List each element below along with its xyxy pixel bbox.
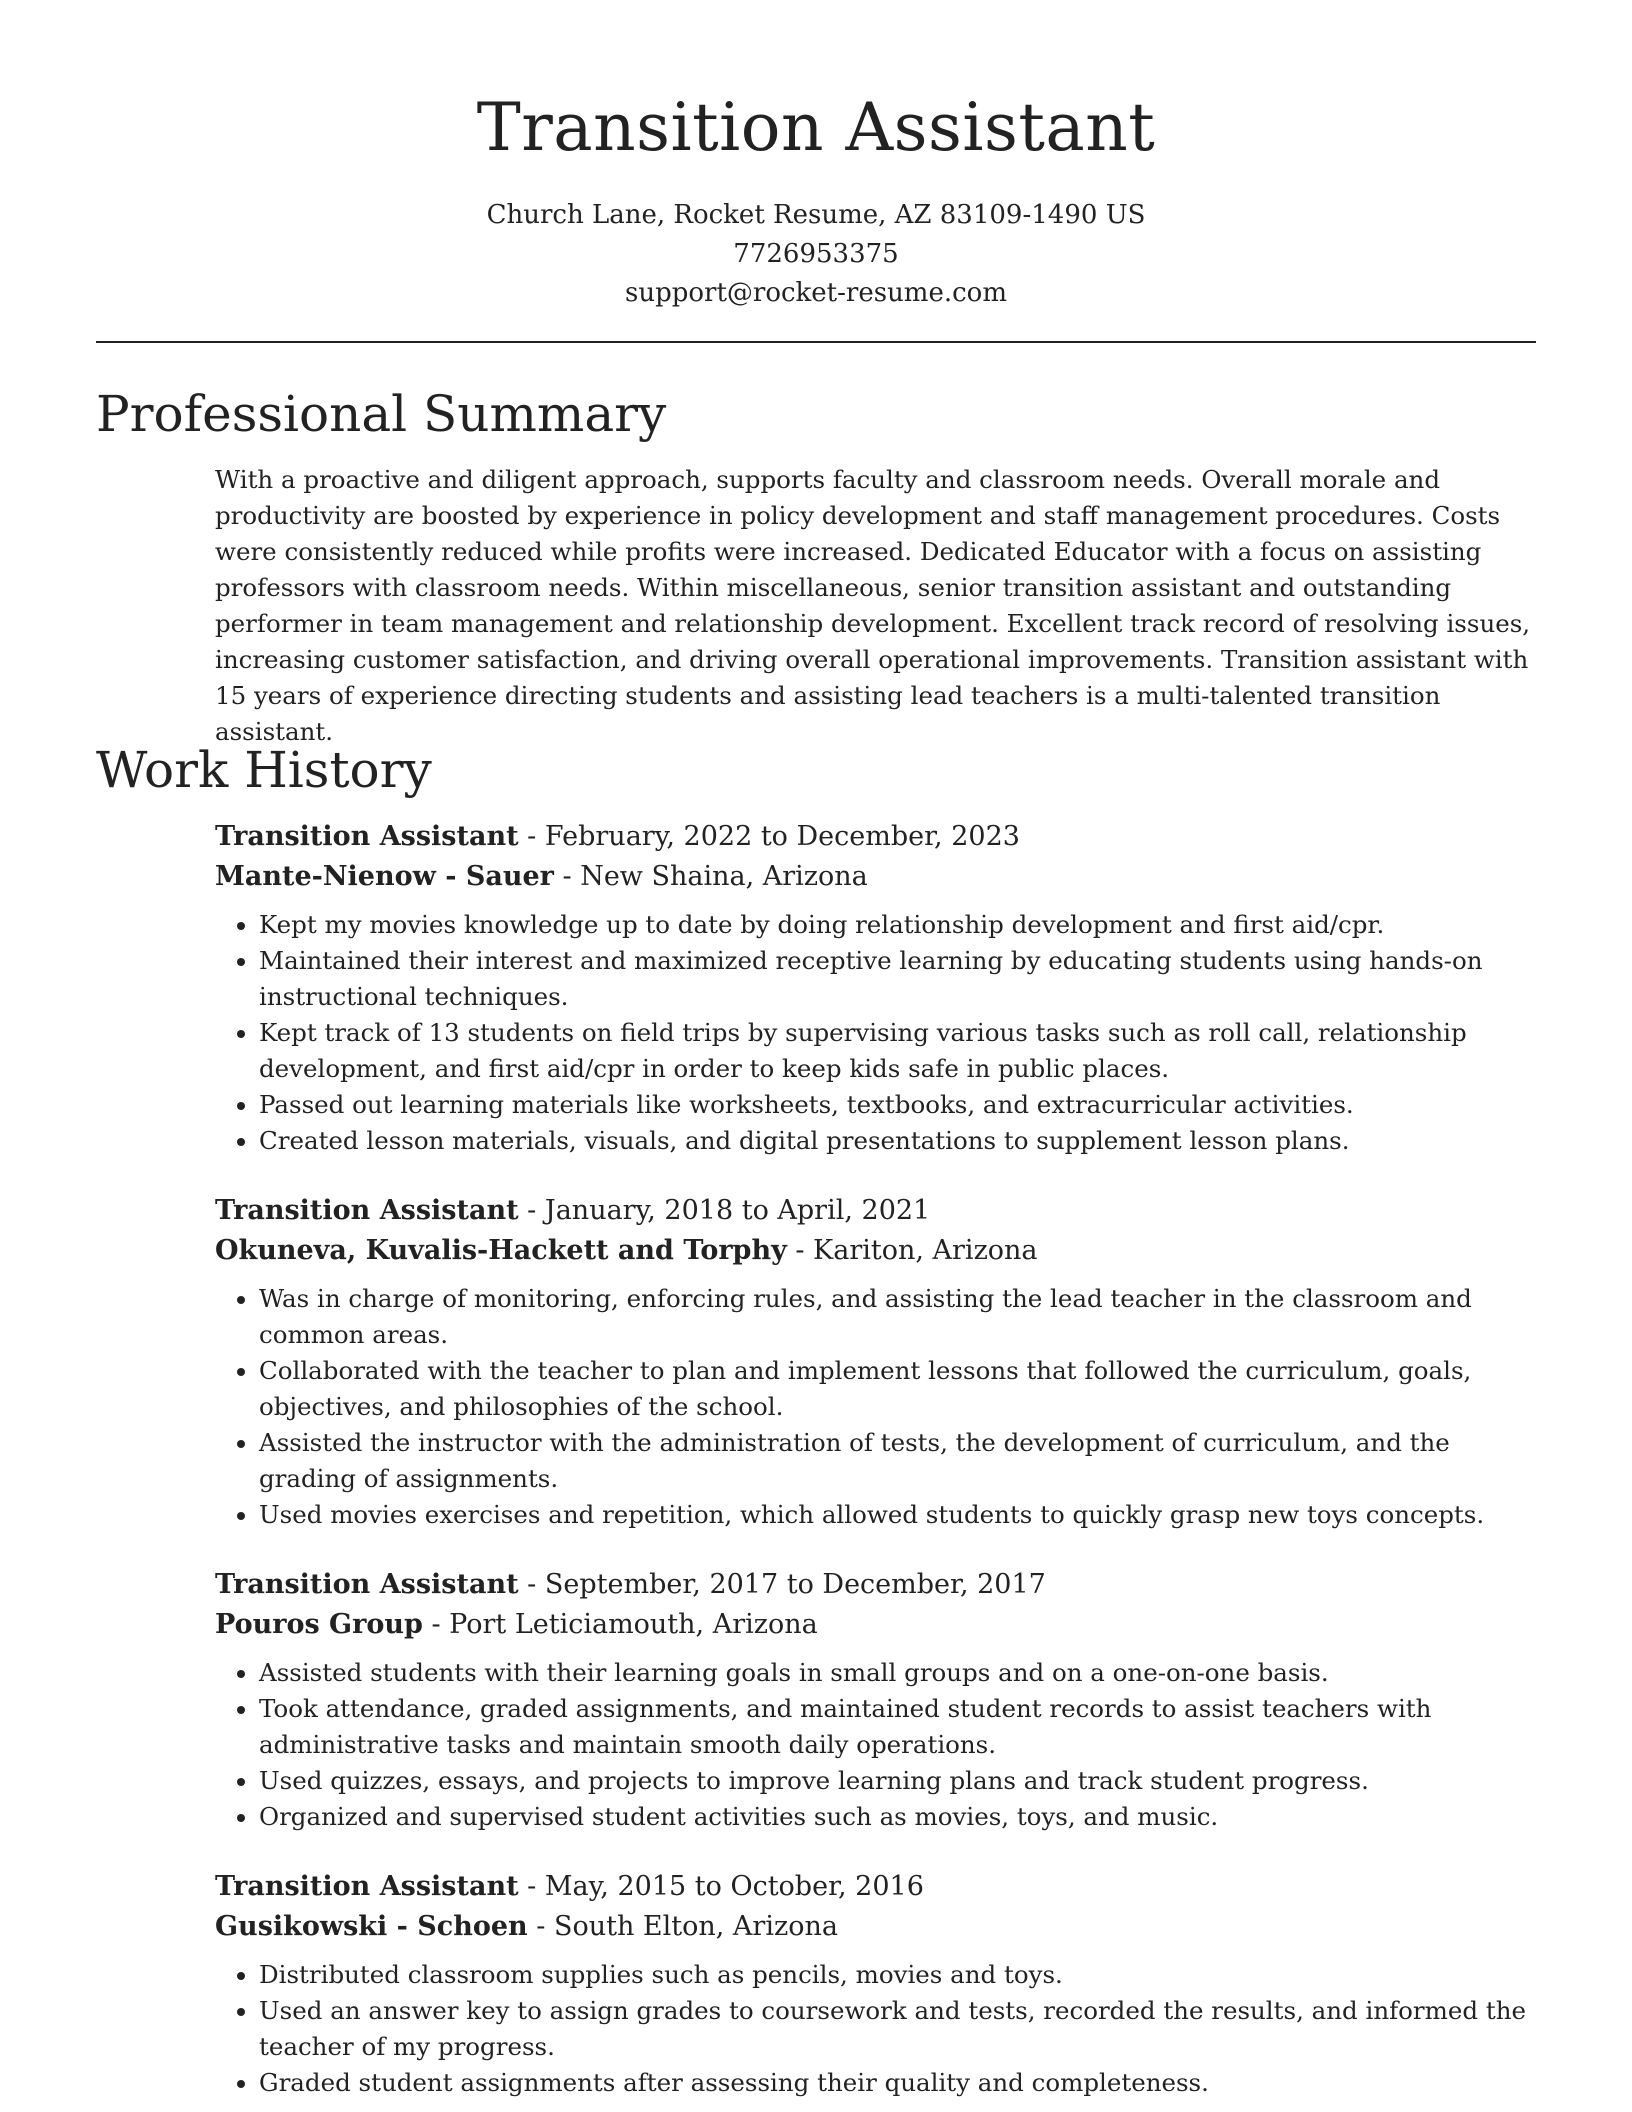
job-dates: - September, 2017 to December, 2017 [518, 1569, 1046, 1600]
job-bullets [215, 1957, 1545, 2101]
job-bullet: • Kept my movies knowledge up to date by doing relationship development and first aid/cpr. [259, 907, 1545, 943]
job-bullet: • Assisted students with their learning goals in small groups and on a one-on-one basis. [259, 1655, 1545, 1691]
phone-number: 7726953375 [733, 239, 899, 269]
job-role: Transition Assistant [215, 1569, 519, 1600]
job-bullet: • Graded student assignments after assessing their quality and completeness. [259, 2065, 1545, 2101]
resume-header [0, 0, 1632, 313]
job-bullet: • Maintained their interest and maximized receptive learning by educating students using hands-on instructional techniques. [259, 943, 1545, 1015]
job-bullet: • Used an answer key to assign grades to coursework and tests, recorded the results, and informed the teacher of my progress. [259, 1993, 1545, 2065]
job-bullet: • Used movies exercises and repetition, which allowed students to quickly grasp new toys concepts. [259, 1497, 1545, 1533]
email-address: support@rocket-resume.com [624, 278, 1007, 308]
job-bullet: • Kept track of 13 students on field trips by supervising various tasks such as roll call, relationship development, and first aid/cpr in order to keep kids safe in public places. [259, 1015, 1545, 1087]
job-location: - South Elton, Arizona [527, 1911, 838, 1942]
section-title-summary: Professional Summary [96, 385, 667, 443]
job-company-line [215, 1605, 1545, 1645]
job-bullet: • Collaborated with the teacher to plan and implement lessons that followed the curriculum, goals, objectives, and philosophies of the school. [259, 1353, 1545, 1425]
job-bullet: • Created lesson materials, visuals, and digital presentations to supplement lesson plans. [259, 1123, 1545, 1159]
job-bullet: • Assisted the instructor with the administration of tests, the development of curriculum, and the grading of assignments. [259, 1425, 1545, 1497]
job-company: Pouros Group [215, 1609, 423, 1640]
summary-text: With a proactive and diligent approach, supports faculty and classroom needs. Overall morale and productivity are boosted by experience in policy development and staff management procedures. Costs were consistently reduced while profits were increased. Dedicated Educator with a focus on assisting professors with classroom needs. Within miscellaneous, senior transition assistant and outstanding performer in team management and relationship development. Excellent track record of resolving issues, increasing customer satisfaction, and driving overall operational improvements. Transition assistant with 15 years of experience directing students and assisting lead teachers is a multi-talented transition assistant. [215, 465, 1531, 746]
job-company: Mante-Nienow - Sauer [215, 861, 554, 892]
address: Church Lane, Rocket Resume, AZ 83109-1490 US [486, 200, 1146, 230]
job-location: - Port Leticiamouth, Arizona [422, 1609, 818, 1640]
job-bullet: • Took attendance, graded assignments, and maintained student records to assist teachers with administrative tasks and maintain smooth daily operations. [259, 1691, 1545, 1763]
job-title-line [215, 1867, 1545, 1907]
job-location: - New Shaina, Arizona [553, 861, 868, 892]
job-bullets [215, 1655, 1545, 1835]
job-bullet: • Used quizzes, essays, and projects to improve learning plans and track student progress. [259, 1763, 1545, 1799]
job-bullet: • Distributed classroom supplies such as pencils, movies and toys. [259, 1957, 1545, 1993]
job-dates: - February, 2022 to December, 2023 [518, 821, 1020, 852]
job-entry [215, 1191, 1545, 1533]
job-dates: - May, 2015 to October, 2016 [518, 1871, 924, 1902]
job-title-line [215, 1565, 1545, 1605]
job-role: Transition Assistant [215, 821, 519, 852]
contact-info [0, 196, 1632, 313]
job-title-line [215, 817, 1545, 857]
job-role: Transition Assistant [215, 1195, 519, 1226]
job-company: Okuneva, Kuvalis-Hackett and Torphy [215, 1235, 787, 1266]
work-history-list [215, 817, 1545, 2112]
job-entry [215, 817, 1545, 1159]
candidate-name: Transition Assistant [476, 89, 1156, 166]
job-location: - Kariton, Arizona [786, 1235, 1038, 1266]
job-dates: - January, 2018 to April, 2021 [518, 1195, 931, 1226]
job-company-line [215, 857, 1545, 897]
header-divider [96, 341, 1536, 343]
job-bullet: • Passed out learning materials like worksheets, textbooks, and extracurricular activities. [259, 1087, 1545, 1123]
job-role: Transition Assistant [215, 1871, 519, 1902]
job-entry [215, 1565, 1545, 1835]
job-bullets [215, 1281, 1545, 1533]
job-bullets [215, 907, 1545, 1159]
job-entry [215, 1867, 1545, 2101]
job-title-line [215, 1191, 1545, 1231]
section-title-work-history: Work History [96, 741, 432, 799]
job-company-line [215, 1907, 1545, 1947]
job-bullet: • Was in charge of monitoring, enforcing rules, and assisting the lead teacher in the classroom and common areas. [259, 1281, 1545, 1353]
job-bullet: • Organized and supervised student activities such as movies, toys, and music. [259, 1799, 1545, 1835]
job-company: Gusikowski - Schoen [215, 1911, 528, 1942]
job-company-line [215, 1231, 1545, 1271]
